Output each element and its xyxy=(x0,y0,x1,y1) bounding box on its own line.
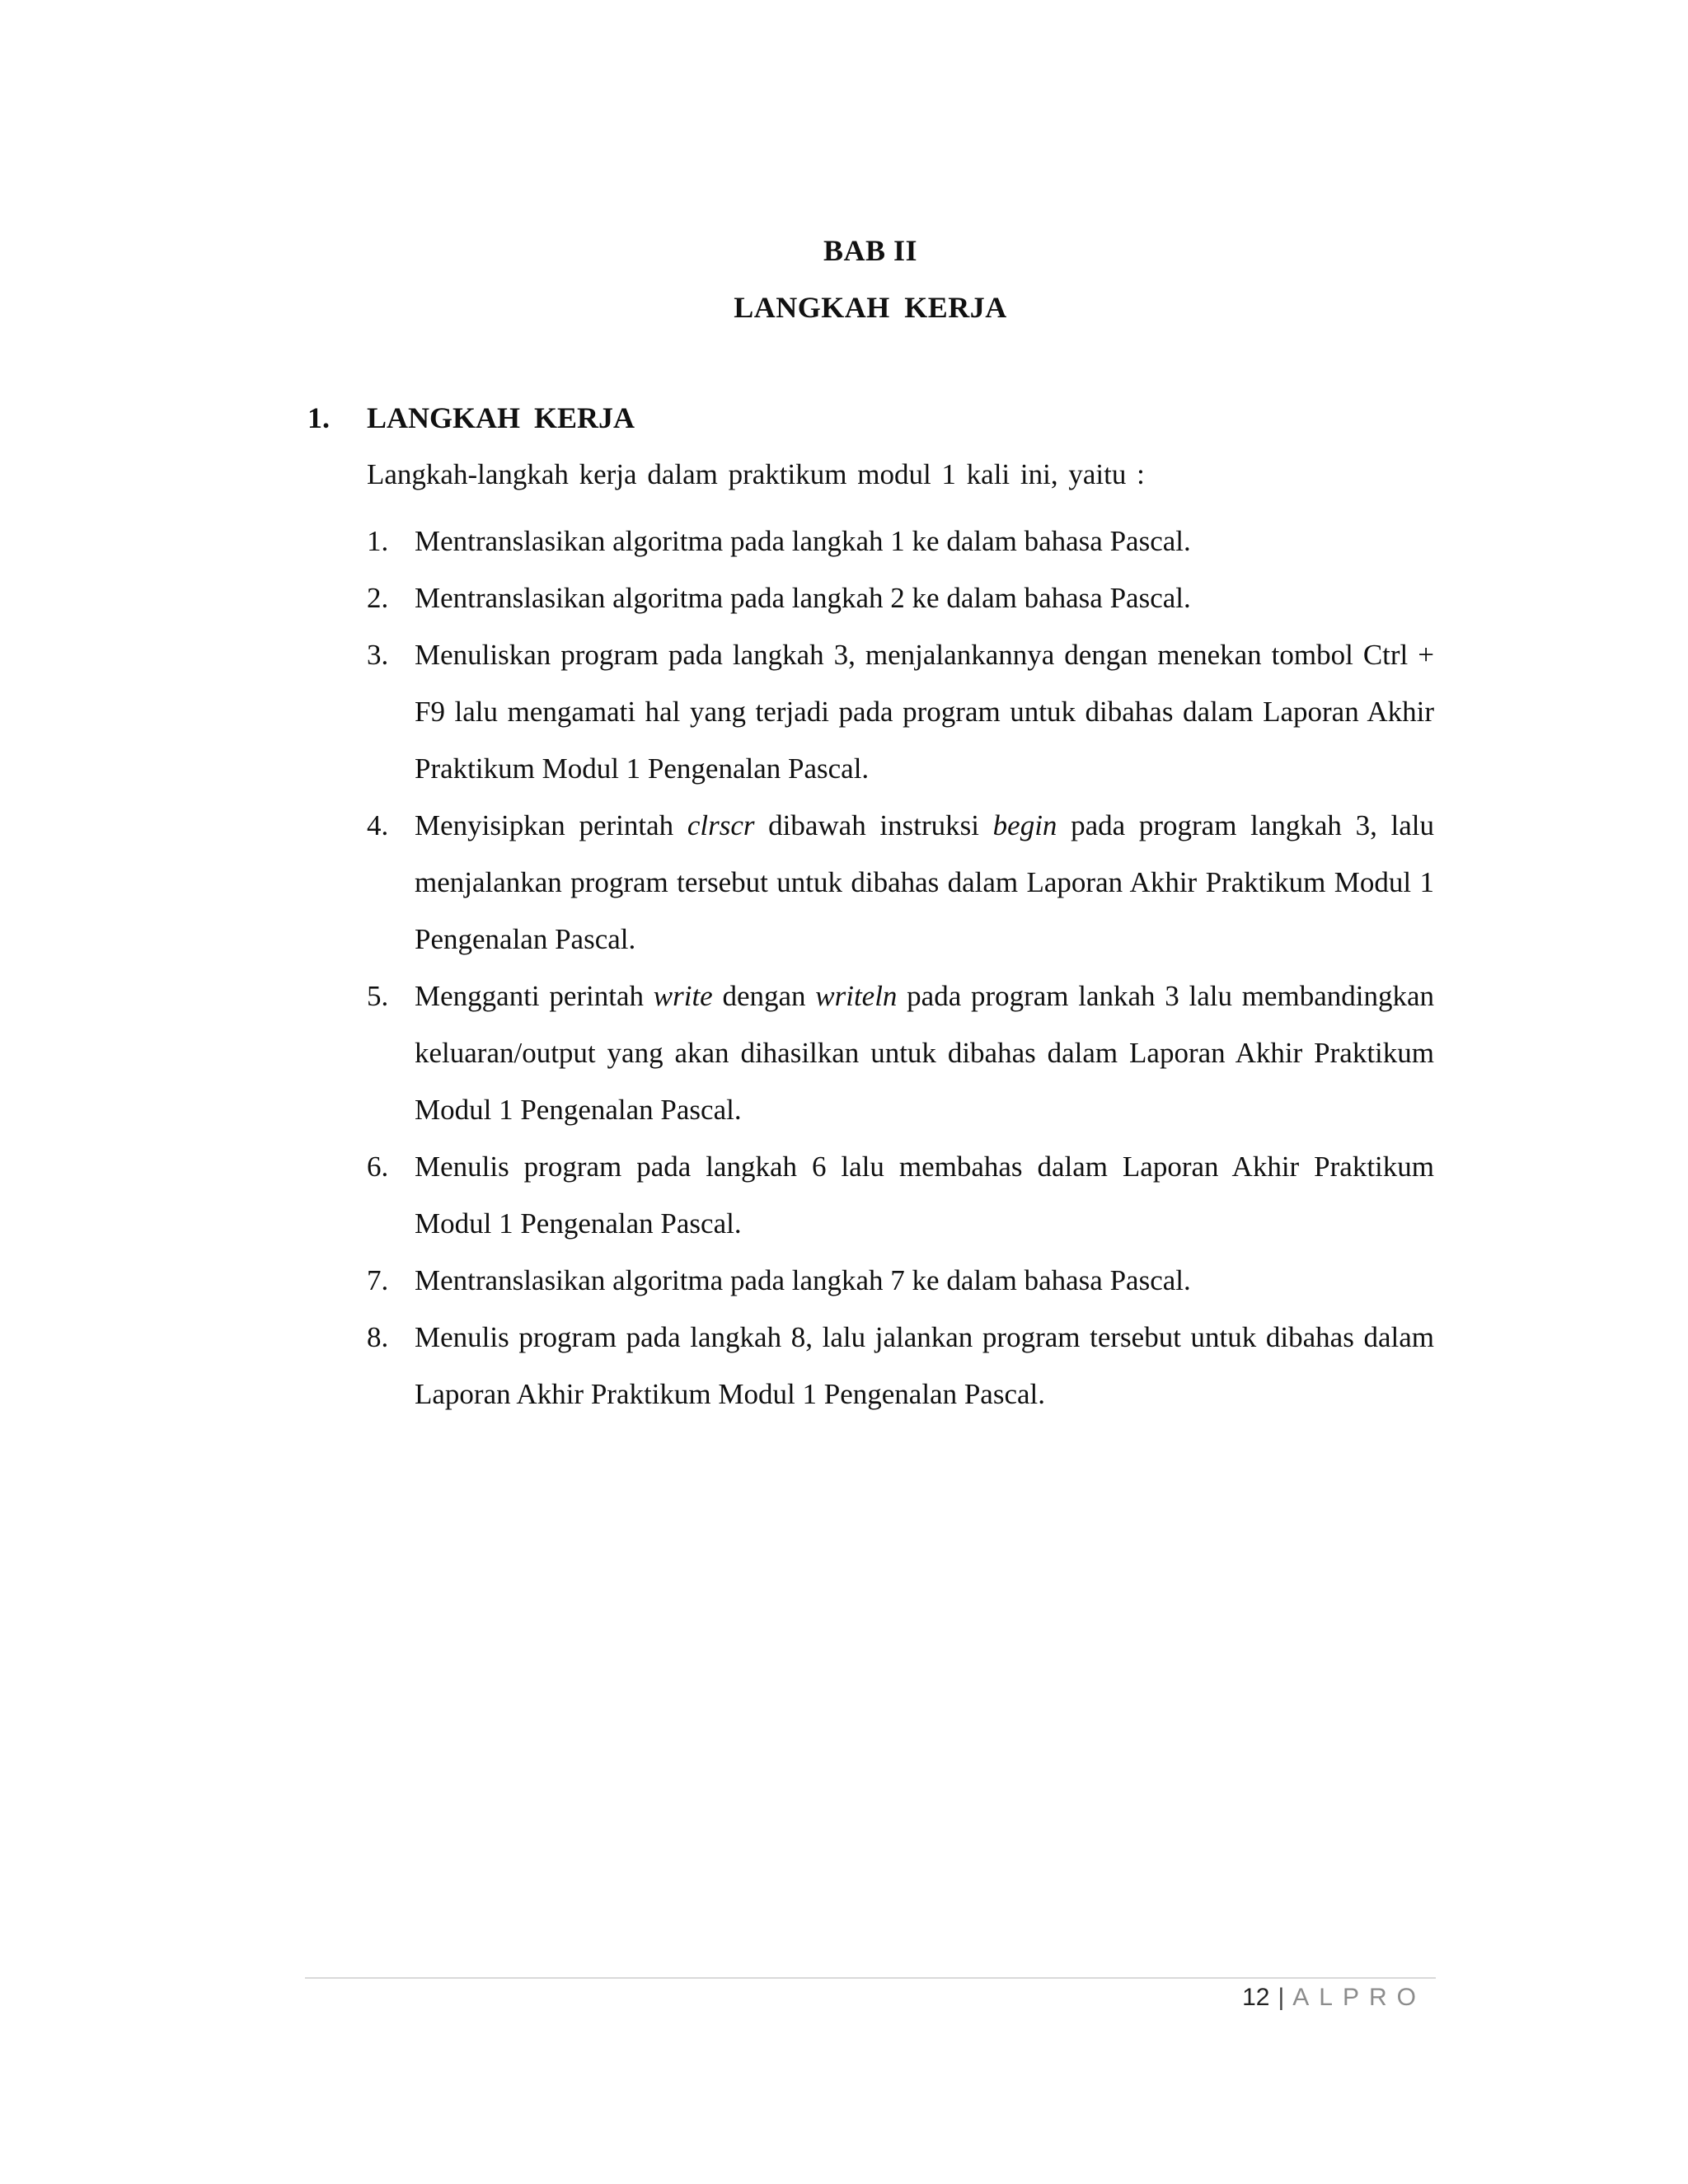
list-item-text: Menulis program pada langkah 6 lalu membahas dalam Laporan Akhir Praktikum Modul 1 Pengenalan Pascal. xyxy=(415,1151,1434,1240)
list-item-text: Mentranslasikan algoritma pada langkah 1 ke dalam bahasa Pascal. xyxy=(415,525,1191,557)
list-item-text xyxy=(415,797,1434,968)
steps-list xyxy=(367,513,1434,1422)
list-item-number: 3. xyxy=(367,639,389,671)
footer-brand: ALPRO xyxy=(1292,1984,1426,2011)
list-item-text: Mentranslasikan algoritma pada langkah 7 ke dalam bahasa Pascal. xyxy=(415,1264,1191,1296)
list-item xyxy=(367,513,1434,569)
list-item xyxy=(367,569,1434,626)
list-item xyxy=(367,626,1434,797)
page-footer xyxy=(1242,1984,1426,2012)
section-intro: Langkah-langkah kerja dalam praktikum modul 1 kali ini, yaitu : xyxy=(367,458,1145,490)
section-number: 1. xyxy=(307,401,330,434)
list-item xyxy=(367,797,1434,968)
list-item-number: 2. xyxy=(367,582,389,614)
list-item-text xyxy=(415,968,1434,1138)
chapter-number: BAB II xyxy=(823,234,918,267)
list-item-number: 5. xyxy=(367,980,389,1012)
list-item-number: 7. xyxy=(367,1264,389,1296)
list-item-number: 8. xyxy=(367,1321,389,1353)
text-segment: Menyisipkan perintah xyxy=(415,809,687,841)
list-item-text: Menulis program pada langkah 8, lalu jalankan program tersebut untuk dibahas dalam Laporan Akhir Praktikum Modul 1 Pengenalan Pascal. xyxy=(415,1321,1434,1410)
list-item-number: 6. xyxy=(367,1151,389,1183)
footer-divider xyxy=(305,1977,1436,1979)
text-segment: Mengganti perintah xyxy=(415,980,654,1012)
text-segment: dengan xyxy=(712,980,816,1012)
code-keyword-clrscr: clrscr xyxy=(687,809,755,841)
section-heading xyxy=(307,401,635,435)
list-item xyxy=(367,1309,1434,1422)
code-keyword-write: write xyxy=(653,980,713,1012)
code-keyword-writeln: writeln xyxy=(815,980,898,1012)
list-item-text: Menuliskan program pada langkah 3, menjalankannya dengan menekan tombol Ctrl + F9 lalu mengamati hal yang terjadi pada program untuk dibahas dalam Laporan Akhir Praktikum Modul 1 Pengenalan Pascal. xyxy=(415,639,1434,785)
chapter-title: LANGKAH KERJA xyxy=(734,291,1007,324)
list-item-text: Mentranslasikan algoritma pada langkah 2 ke dalam bahasa Pascal. xyxy=(415,582,1191,614)
list-item xyxy=(367,1138,1434,1252)
list-item-number: 1. xyxy=(367,525,389,557)
list-item xyxy=(367,968,1434,1138)
list-item xyxy=(367,1252,1434,1309)
text-segment: pada program lankah 3 lalu membandingkan keluaran/output yang akan dihasilkan untuk dibahas dalam Laporan Akhir Praktikum Modul 1 Pengenalan Pascal. xyxy=(415,980,1434,1126)
page-number: 12 xyxy=(1242,1984,1270,2011)
text-segment: pada program langkah 3, lalu menjalankan program tersebut untuk dibahas dalam Laporan Akhir Praktikum Modul 1 Pengenalan Pascal. xyxy=(415,809,1435,955)
footer-separator: | xyxy=(1278,1984,1285,2011)
section-title: LANGKAH KERJA xyxy=(367,401,635,434)
code-keyword-begin: begin xyxy=(992,809,1057,841)
text-segment: dibawah instruksi xyxy=(754,809,993,841)
list-item-number: 4. xyxy=(367,809,389,841)
